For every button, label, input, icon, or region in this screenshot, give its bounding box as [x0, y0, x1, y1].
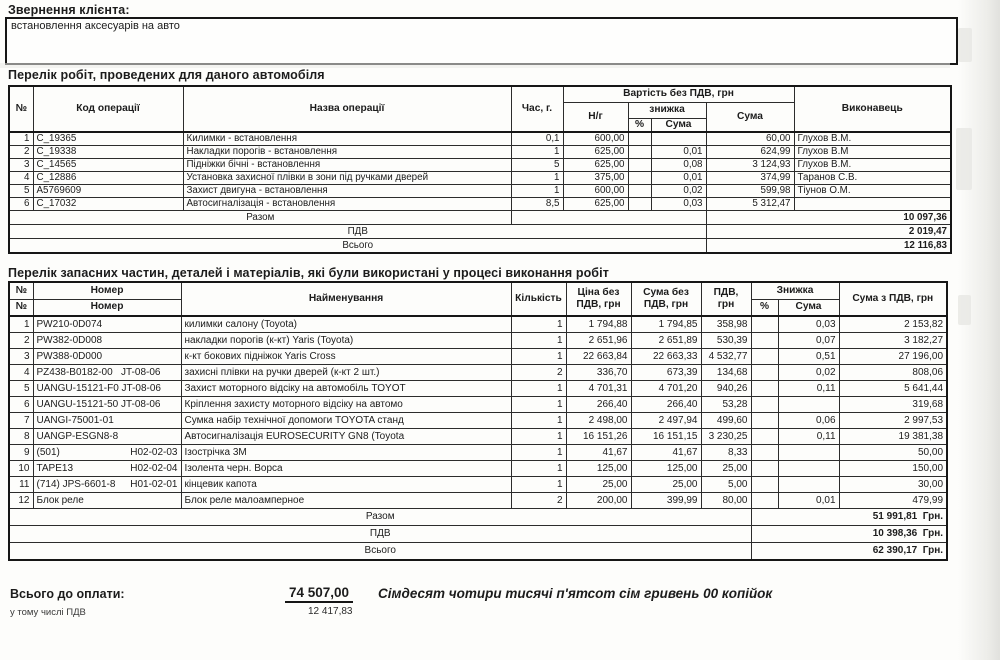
parts-cell-disc: 0,02 [778, 365, 839, 381]
parts-cell-qty: 1 [511, 413, 566, 429]
parts-cell-sum: 16 151,15 [631, 429, 701, 445]
parts-cell-disc: 0,01 [778, 493, 839, 509]
parts-cell-vat: 4 532,77 [701, 349, 751, 365]
part-number: (714) JPS-6601-8 [36, 479, 116, 490]
parts-cell-qty: 2 [511, 365, 566, 381]
parts-cell-price: 4 701,31 [566, 381, 631, 397]
works-cell-num: 4 [9, 172, 33, 185]
parts-cell-name: Захист моторного відсіку на автомобіль TOYOT [181, 381, 511, 397]
works-pdv-label: ПДВ [9, 225, 706, 239]
parts-cell-number [33, 461, 181, 477]
parts-cell-price: 2 651,96 [566, 333, 631, 349]
parts-cell-number: Блок реле [33, 493, 181, 509]
parts-cell-vat: 53,28 [701, 397, 751, 413]
works-cell-disc: 0,01 [651, 146, 706, 159]
parts-pdv-value: 10 398,36 Грн. [751, 526, 947, 543]
parts-cell-total: 2 153,82 [839, 316, 947, 333]
parts-cell-num: 8 [9, 429, 33, 445]
parts-header-pct: % [751, 299, 778, 316]
parts-cell-name: Автосигналізація EUROSECURITY GN8 (Toyota [181, 429, 511, 445]
scan-smudge [958, 295, 971, 325]
parts-cell-qty: 1 [511, 477, 566, 493]
parts-cell-sum: 22 663,33 [631, 349, 701, 365]
parts-header-disc-sum: Сума [778, 299, 839, 316]
parts-cell-disc: 0,51 [778, 349, 839, 365]
works-cell-rate: 375,00 [563, 172, 628, 185]
table-row [9, 413, 947, 429]
total-due-label: Всього до оплати: [10, 587, 125, 601]
works-cell-disc [651, 132, 706, 146]
works-cell-code: C_14565 [33, 159, 183, 172]
parts-cell-qty: 1 [511, 316, 566, 333]
parts-cell-vat: 134,68 [701, 365, 751, 381]
parts-cell-total: 27 196,00 [839, 349, 947, 365]
parts-cell-num: 1 [9, 316, 33, 333]
works-cell-name: Установка захисної плівки в зони під ручками дверей [183, 172, 511, 185]
parts-cell-disc: 0,11 [778, 429, 839, 445]
works-header-executor: Виконавець [794, 86, 951, 132]
works-cell-sum: 624,99 [706, 146, 794, 159]
table-row [9, 365, 947, 381]
works-cell-sum: 374,99 [706, 172, 794, 185]
parts-cell-sum: 673,39 [631, 365, 701, 381]
table-row [9, 146, 951, 159]
parts-cell-qty: 1 [511, 349, 566, 365]
parts-cell-total: 5 641,44 [839, 381, 947, 397]
parts-cell-total: 3 182,27 [839, 333, 947, 349]
parts-vat-row [9, 526, 947, 543]
works-cell-executor: Глухов В.М. [794, 159, 951, 172]
parts-cell-num: 4 [9, 365, 33, 381]
parts-cell-price: 200,00 [566, 493, 631, 509]
parts-cell-price: 1 794,88 [566, 316, 631, 333]
table-row [9, 381, 947, 397]
table-row [9, 172, 951, 185]
parts-cell-name: накладки порогів (к-кт) Yaris (Toyota) [181, 333, 511, 349]
works-header-pct: % [628, 118, 651, 132]
works-cell-disc: 0,01 [651, 172, 706, 185]
works-cell-executor: Глухов В.М [794, 146, 951, 159]
parts-cell-sum: 2 651,89 [631, 333, 701, 349]
parts-cell-disc: 0,06 [778, 413, 839, 429]
part-location-code: H02-02-03 [130, 447, 178, 458]
parts-cell-name: к-кт бокових підніжок Yaris Cross [181, 349, 511, 365]
works-vat-row [9, 225, 951, 239]
scan-smudge [958, 28, 972, 62]
parts-table-body [9, 316, 947, 509]
table-row [9, 477, 947, 493]
works-cell-name: Килимки - встановлення [183, 132, 511, 146]
scan-smudge [956, 128, 972, 190]
parts-cell-number [33, 445, 181, 461]
table-row [9, 159, 951, 172]
works-razom-spacer [511, 211, 706, 225]
parts-header-sum-no-vat: Сума без ПДВ, грн [631, 282, 701, 316]
parts-cell-disc [778, 445, 839, 461]
works-cell-pct [628, 146, 651, 159]
parts-cell-sum: 399,99 [631, 493, 701, 509]
parts-cell-total: 30,00 [839, 477, 947, 493]
parts-cell-total: 479,99 [839, 493, 947, 509]
parts-cell-name: Ізострічка 3М [181, 445, 511, 461]
works-cell-pct [628, 159, 651, 172]
total-due-value: 74 507,00 [285, 585, 353, 603]
works-cell-num: 5 [9, 185, 33, 198]
parts-cell-pct [751, 429, 778, 445]
parts-cell-num: 10 [9, 461, 33, 477]
parts-cell-pct [751, 461, 778, 477]
parts-header-number2: Номер [33, 299, 181, 316]
parts-cell-num: 9 [9, 445, 33, 461]
parts-cell-total: 319,68 [839, 397, 947, 413]
parts-cell-total: 19 381,38 [839, 429, 947, 445]
parts-cell-name: Блок реле малоамперное [181, 493, 511, 509]
parts-pdv-label: ПДВ [9, 526, 751, 543]
parts-cell-number: UANGU-15121-F0 JT-08-06 [33, 381, 181, 397]
parts-cell-vat: 25,00 [701, 461, 751, 477]
works-section-title: Перелік робіт, проведених для даного автомобіля [8, 68, 325, 82]
works-cell-rate: 600,00 [563, 132, 628, 146]
parts-cell-pct [751, 349, 778, 365]
parts-cell-sum: 266,40 [631, 397, 701, 413]
total-vat-label: у тому числі ПДВ [10, 607, 86, 618]
parts-cell-disc: 0,11 [778, 381, 839, 397]
parts-cell-number: PW382-0D008 [33, 333, 181, 349]
client-request-box [5, 17, 958, 65]
works-cell-disc: 0,03 [651, 198, 706, 211]
works-cell-name: Захист двигуна - встановлення [183, 185, 511, 198]
works-cell-disc: 0,08 [651, 159, 706, 172]
parts-cell-number: UANGP-ESGN8-8 [33, 429, 181, 445]
parts-cell-name: Сумка набір технічної допомоги TOYOTA станд [181, 413, 511, 429]
table-row [9, 132, 951, 146]
parts-cell-pct [751, 316, 778, 333]
client-request-text: встановлення аксесуарів на авто [11, 20, 180, 32]
parts-header-sum-vat: Сума з ПДВ, грн [839, 282, 947, 316]
parts-cell-pct [751, 413, 778, 429]
works-cell-pct [628, 185, 651, 198]
parts-header-num: № [9, 282, 33, 299]
works-cell-executor: Таранов С.В. [794, 172, 951, 185]
table-row [9, 198, 951, 211]
parts-cell-sum: 41,67 [631, 445, 701, 461]
works-vsogo-value: 12 116,83 [706, 239, 951, 254]
parts-cell-price: 16 151,26 [566, 429, 631, 445]
parts-header-price: Ціна без ПДВ, грн [566, 282, 631, 316]
parts-cell-qty: 1 [511, 445, 566, 461]
parts-cell-price: 41,67 [566, 445, 631, 461]
parts-cell-sum: 125,00 [631, 461, 701, 477]
works-cell-hours: 0,1 [511, 132, 563, 146]
parts-cell-vat: 940,26 [701, 381, 751, 397]
works-header-cost-group: Вартість без ПДВ, грн [563, 86, 794, 102]
works-cell-num: 1 [9, 132, 33, 146]
parts-cell-number: PW210-0D074 [33, 316, 181, 333]
parts-header-num2: № [9, 299, 33, 316]
scan-edge-shadow [958, 0, 1000, 660]
parts-cell-pct [751, 381, 778, 397]
total-vat-value: 12 417,83 [308, 606, 353, 617]
part-location-code: H02-02-04 [130, 463, 178, 474]
parts-cell-num: 12 [9, 493, 33, 509]
works-cell-rate: 625,00 [563, 159, 628, 172]
parts-cell-qty: 1 [511, 429, 566, 445]
parts-cell-num: 6 [9, 397, 33, 413]
total-due-words: Сімдесят чотири тисячі п'ятсот сім гривень 00 копійок [378, 586, 773, 601]
table-row [9, 185, 951, 198]
table-row [9, 333, 947, 349]
works-cell-sum: 3 124,93 [706, 159, 794, 172]
part-number: (501) [36, 447, 60, 458]
works-header-sum: Сума [706, 102, 794, 132]
parts-cell-qty: 1 [511, 333, 566, 349]
parts-table [8, 281, 948, 561]
works-cell-pct [628, 172, 651, 185]
works-cell-num: 2 [9, 146, 33, 159]
parts-cell-pct [751, 397, 778, 413]
parts-cell-vat: 80,00 [701, 493, 751, 509]
parts-cell-vat: 5,00 [701, 477, 751, 493]
parts-cell-pct [751, 477, 778, 493]
parts-cell-num: 3 [9, 349, 33, 365]
parts-cell-number: PW388-0D000 [33, 349, 181, 365]
parts-cell-qty: 1 [511, 381, 566, 397]
works-header-discount: знижка [628, 102, 706, 118]
client-request-label: Звернення клієнта: [8, 3, 130, 17]
parts-cell-price: 2 498,00 [566, 413, 631, 429]
parts-header-vat: ПДВ, грн [701, 282, 751, 316]
parts-cell-qty: 2 [511, 493, 566, 509]
works-cell-hours: 1 [511, 146, 563, 159]
parts-cell-price: 125,00 [566, 461, 631, 477]
part-number: TAPE13 [36, 463, 73, 474]
parts-cell-qty: 1 [511, 397, 566, 413]
parts-cell-total: 2 997,53 [839, 413, 947, 429]
works-cell-rate: 625,00 [563, 146, 628, 159]
works-razom-value: 10 097,36 [706, 211, 951, 225]
parts-cell-name: Ізолента черн. Ворса [181, 461, 511, 477]
parts-cell-price: 266,40 [566, 397, 631, 413]
parts-grandtotal-row [9, 543, 947, 561]
parts-cell-pct [751, 333, 778, 349]
parts-cell-num: 7 [9, 413, 33, 429]
works-cell-code: C_17032 [33, 198, 183, 211]
parts-cell-number: UANGI-75001-01 [33, 413, 181, 429]
parts-cell-pct [751, 365, 778, 381]
parts-vsogo-label: Всього [9, 543, 751, 561]
parts-cell-num: 5 [9, 381, 33, 397]
parts-cell-name: захисні плівки на ручки дверей (к-кт 2 шт.) [181, 365, 511, 381]
parts-cell-total: 150,00 [839, 461, 947, 477]
works-vsogo-label: Всього [9, 239, 706, 254]
parts-header-name: Найменування [181, 282, 511, 316]
works-cell-code: C_19338 [33, 146, 183, 159]
works-cell-name: Накладки порогів - встановлення [183, 146, 511, 159]
parts-cell-disc [778, 397, 839, 413]
works-table-body [9, 132, 951, 211]
parts-vsogo-value: 62 390,17 Грн. [751, 543, 947, 561]
works-cell-code: A5769609 [33, 185, 183, 198]
works-header-num: № [9, 86, 33, 132]
works-cell-sum: 5 312,47 [706, 198, 794, 211]
table-row [9, 445, 947, 461]
parts-cell-disc [778, 461, 839, 477]
parts-cell-num: 11 [9, 477, 33, 493]
parts-cell-disc: 0,03 [778, 316, 839, 333]
works-cell-hours: 1 [511, 185, 563, 198]
parts-cell-sum: 2 497,94 [631, 413, 701, 429]
parts-cell-num: 2 [9, 333, 33, 349]
works-grandtotal-row [9, 239, 951, 254]
works-cell-num: 6 [9, 198, 33, 211]
parts-cell-disc: 0,07 [778, 333, 839, 349]
parts-cell-qty: 1 [511, 461, 566, 477]
works-cell-pct [628, 132, 651, 146]
parts-cell-pct [751, 445, 778, 461]
parts-cell-total: 50,00 [839, 445, 947, 461]
parts-cell-name: килимки салону (Toyota) [181, 316, 511, 333]
parts-cell-vat: 530,39 [701, 333, 751, 349]
parts-cell-number: PZ438-B0182-00 JT-08-06 [33, 365, 181, 381]
works-cell-executor: Глухов В.М. [794, 132, 951, 146]
parts-razom-value: 51 991,81 Грн. [751, 509, 947, 526]
table-row [9, 349, 947, 365]
parts-section-title: Перелік запасних частин, деталей і матеріалів, які були використані у процесі виконання робіт [8, 266, 609, 280]
table-row [9, 461, 947, 477]
parts-cell-total: 808,06 [839, 365, 947, 381]
works-razom-label: Разом [9, 211, 511, 225]
works-cell-hours: 5 [511, 159, 563, 172]
works-cell-rate: 600,00 [563, 185, 628, 198]
works-cell-name: Автосигналізація - встановлення [183, 198, 511, 211]
parts-cell-vat: 3 230,25 [701, 429, 751, 445]
parts-cell-vat: 499,60 [701, 413, 751, 429]
works-cell-code: C_12886 [33, 172, 183, 185]
works-cell-sum: 60,00 [706, 132, 794, 146]
works-cell-executor [794, 198, 951, 211]
parts-cell-name: Кріплення захисту моторного відсіку на автомо [181, 397, 511, 413]
table-row [9, 429, 947, 445]
works-cell-num: 3 [9, 159, 33, 172]
works-table [8, 85, 952, 254]
works-cell-sum: 599,98 [706, 185, 794, 198]
parts-razom-label: Разом [9, 509, 751, 526]
parts-cell-name: кінцевик капота [181, 477, 511, 493]
works-cell-hours: 1 [511, 172, 563, 185]
table-row [9, 316, 947, 333]
table-row [9, 397, 947, 413]
parts-cell-vat: 358,98 [701, 316, 751, 333]
works-header-code: Код операції [33, 86, 183, 132]
parts-header-discount: Знижка [751, 282, 839, 299]
parts-cell-sum: 1 794,85 [631, 316, 701, 333]
works-cell-hours: 8,5 [511, 198, 563, 211]
parts-cell-vat: 8,33 [701, 445, 751, 461]
works-cell-executor: Тіунов О.М. [794, 185, 951, 198]
parts-cell-sum: 4 701,20 [631, 381, 701, 397]
works-cell-code: C_19365 [33, 132, 183, 146]
parts-cell-price: 336,70 [566, 365, 631, 381]
table-row [9, 493, 947, 509]
works-header-name: Назва операції [183, 86, 511, 132]
parts-total-row [9, 509, 947, 526]
parts-cell-price: 25,00 [566, 477, 631, 493]
works-header-rate: Н/г [563, 102, 628, 132]
works-cell-disc: 0,02 [651, 185, 706, 198]
works-cell-pct [628, 198, 651, 211]
parts-cell-disc [778, 477, 839, 493]
works-header-disc-sum: Сума [651, 118, 706, 132]
parts-cell-pct [751, 493, 778, 509]
parts-cell-number [33, 477, 181, 493]
works-header-hours: Час, г. [511, 86, 563, 132]
parts-header-qty: Кількість [511, 282, 566, 316]
parts-cell-sum: 25,00 [631, 477, 701, 493]
parts-header-number: Номер [33, 282, 181, 299]
works-cell-name: Підніжки бічні - встановлення [183, 159, 511, 172]
works-cell-rate: 625,00 [563, 198, 628, 211]
parts-cell-number: UANGU-15121-50 JT-08-06 [33, 397, 181, 413]
parts-cell-price: 22 663,84 [566, 349, 631, 365]
part-location-code: H01-02-01 [130, 479, 178, 490]
works-pdv-value: 2 019,47 [706, 225, 951, 239]
works-total-row [9, 211, 951, 225]
